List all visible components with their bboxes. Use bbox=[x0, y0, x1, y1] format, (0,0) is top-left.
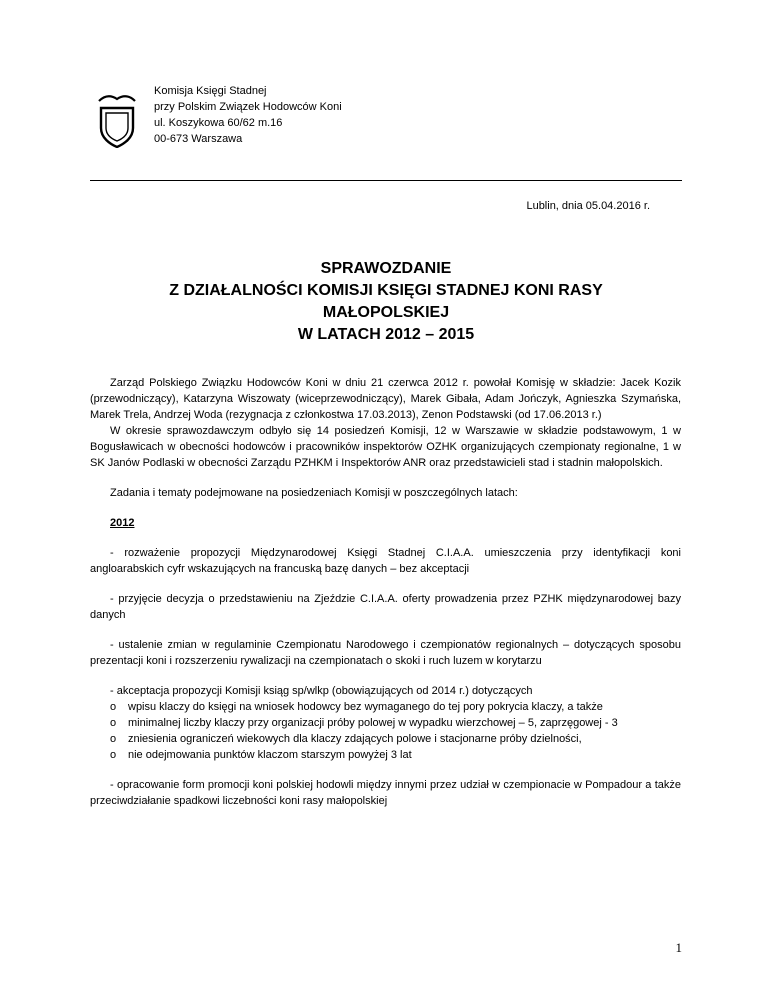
page-number: 1 bbox=[675, 940, 682, 955]
bullet-icon: o bbox=[110, 701, 117, 713]
horse-shield-logo-icon bbox=[95, 92, 139, 148]
title-line: Z DZIAŁALNOŚCI KOMISJI KSIĘGI STADNEJ KONI RASY bbox=[169, 282, 603, 299]
bullet-icon: o bbox=[110, 717, 117, 729]
sender-address bbox=[154, 83, 342, 147]
intro-paragraph: W okresie sprawozdawczym odbyło się 14 posiedzeń Komisji, 12 w Warszawie w składzie podstawowym, 1 w Bogusławicach w obecności hodowców i pracowników inspektorów OZHK organizujących czempionaty regionalne, 1 w SK Janów Podlaski w obecności Zarządu PZHKM i Inspektorów ANR oraz przedstawicieli stad i stadnin małopolskich. bbox=[90, 425, 681, 469]
document-date: Lublin, dnia 05.04.2016 r. bbox=[526, 200, 650, 212]
list-item: - akceptacja propozycji Komisji ksiąg sp/wlkp (obowiązujących od 2014 r.) dotyczących bbox=[110, 685, 533, 697]
header-divider bbox=[90, 180, 682, 181]
sub-list-item: o minimalnej liczby klaczy przy organizacji próby polowej w wypadku wierzchowej – 5, zaprzęgowej - 3 bbox=[110, 717, 618, 729]
sub-list-item: o nie odejmowania punktów klaczom starszym powyżej 3 lat bbox=[110, 749, 412, 761]
title-line: MAŁOPOLSKIEJ bbox=[322, 304, 450, 321]
list-item: - ustalenie zmian w regulaminie Czempionatu Narodowego i czempionatów regionalnych – dotyczących sposobu prezentacji koni i rozszerzeniu rywalizacji na czempionatach o skoki i ruch luzem w korytarzu bbox=[90, 639, 681, 667]
title-line: SPRAWOZDANIE bbox=[320, 260, 452, 277]
bullet-icon: o bbox=[110, 749, 117, 761]
sub-list-item: o wpisu klaczy do księgi na wniosek hodowcy bez wymaganego do tej pory pokrycia klaczy, a także bbox=[110, 701, 603, 713]
list-item: - rozważenie propozycji Międzynarodowej Księgi Stadnej C.I.A.A. umieszczenia przy identyfikacji koni angloarabskich cyfr wskazujących na francuską bazę danych – bez akceptacji bbox=[90, 547, 681, 575]
list-item: - opracowanie form promocji koni polskiej hodowli między innymi przez udział w czempionacie w Pompadour a także przeciwdziałanie spadkowi liczebności koni rasy małopolskiej bbox=[90, 779, 681, 807]
bullet-icon: o bbox=[110, 733, 117, 745]
document-body bbox=[90, 375, 681, 809]
title-line: W LATACH 2012 – 2015 bbox=[297, 326, 475, 343]
address-line: Komisja Księgi Stadnej bbox=[154, 85, 267, 97]
list-item: - przyjęcie decyzja o przedstawieniu na Zjeździe C.I.A.A. oferty prowadzenia przez PZHK międzynarodowej bazy danych bbox=[90, 593, 681, 621]
address-line: przy Polskim Związek Hodowców Koni bbox=[154, 101, 342, 113]
year-heading: 2012 bbox=[110, 517, 135, 529]
intro-paragraph: Zadania i tematy podejmowane na posiedzeniach Komisji w poszczególnych latach: bbox=[110, 487, 518, 499]
address-line: ul. Koszykowa 60/62 m.16 bbox=[154, 117, 283, 129]
intro-paragraph: Zarząd Polskiego Związku Hodowców Koni w dniu 21 czerwca 2012 r. powołał Komisję w składzie: Jacek Kozik (przewodniczący), Katarzyna Wiszowaty (wiceprzewodniczący), Marek Gibała, Adam Jończyk, Agnieszka Szymańska, Marek Trela, Andrzej Woda (rezygnacja z członkostwa 17.03.2013), Zenon Podstawski (od 17.06.2013 r.) bbox=[90, 377, 681, 421]
address-line: 00-673 Warszawa bbox=[154, 133, 243, 145]
document-title bbox=[90, 258, 682, 346]
sub-list-item: o zniesienia ograniczeń wiekowych dla klaczy zdających polowe i stacjonarne próby dzielności, bbox=[110, 733, 582, 745]
